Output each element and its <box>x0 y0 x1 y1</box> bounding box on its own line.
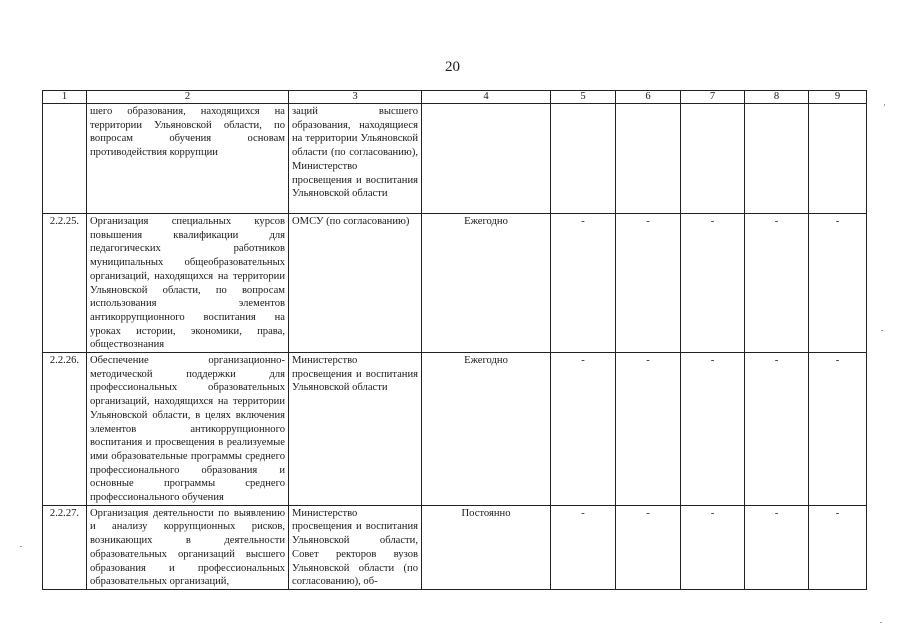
value-cell-5: - <box>551 505 616 589</box>
value-cell-7: - <box>681 353 745 506</box>
value-cell-6: - <box>616 505 681 589</box>
header-col-1: 1 <box>43 91 87 104</box>
event-cell: Организация специальных курсов повышения квалификации для педагогических работников муниципальных общеобразовательных организаций, находящихся на территории Ульяновской области, по вопросам использования элементов антикоррупционного воспитания на уроках истории, экономики, права, обществознания <box>87 214 289 353</box>
period-cell <box>422 104 551 214</box>
event-cell: шего образования, находящихся на территории Ульяновской области, по вопросам обучения основам противодействия коррупции <box>87 104 289 214</box>
table-row <box>43 353 867 506</box>
value-cell-5 <box>551 104 616 214</box>
value-cell-7: - <box>681 214 745 353</box>
row-number: 2.2.25. <box>43 214 87 353</box>
period-cell: Ежегодно <box>422 214 551 353</box>
event-cell: Обеспечение организационно-методической поддержки для профессиональных образовательных организаций, находящихся на территории Ульяновской области, в целях включения элементов антикоррупционного воспитания и просвещения в реализуемые ими образовательные программы среднего профессионального образования и основные программы среднего профессионального обучения <box>87 353 289 506</box>
header-col-4: 4 <box>422 91 551 104</box>
event-cell: Организация деятельности по выявлению и анализу коррупционных рисков, возникающих в деятельности образовательных организаций высшего образования и профессиональных образовательных организаций, <box>87 505 289 589</box>
scan-speck <box>881 330 883 331</box>
executor-cell: ОМСУ (по согласованию) <box>289 214 422 353</box>
row-number <box>43 104 87 214</box>
plan-table <box>42 90 867 590</box>
value-cell-7: - <box>681 505 745 589</box>
value-cell-9: - <box>809 505 867 589</box>
value-cell-9: - <box>809 214 867 353</box>
period-cell: Постоянно <box>422 505 551 589</box>
header-col-3: 3 <box>289 91 422 104</box>
value-cell-8 <box>745 104 809 214</box>
page-number: 20 <box>445 59 460 75</box>
value-cell-9: - <box>809 353 867 506</box>
value-cell-9 <box>809 104 867 214</box>
scan-speck <box>20 546 22 547</box>
row-number: 2.2.27. <box>43 505 87 589</box>
value-cell-8: - <box>745 214 809 353</box>
table-row <box>43 104 867 214</box>
value-cell-7 <box>681 104 745 214</box>
executor-cell: Министерство просвещения и воспитания Ульяновской области <box>289 353 422 506</box>
scan-speck <box>880 622 882 623</box>
value-cell-6: - <box>616 214 681 353</box>
header-row <box>43 91 867 104</box>
value-cell-6 <box>616 104 681 214</box>
scan-speck <box>884 104 885 106</box>
row-number: 2.2.26. <box>43 353 87 506</box>
header-col-5: 5 <box>551 91 616 104</box>
table-row <box>43 214 867 353</box>
executor-cell: Министерство просвещения и воспитания Ульяновской области, Совет ректоров вузов Ульяновской области (по согласованию), об- <box>289 505 422 589</box>
value-cell-8: - <box>745 505 809 589</box>
table-row <box>43 505 867 589</box>
value-cell-5: - <box>551 214 616 353</box>
executor-cell: заций высшего образования, находящиеся на территории Ульяновской области (по согласованию), Министерство просвещения и воспитания Ульяновской области <box>289 104 422 214</box>
header-col-9: 9 <box>809 91 867 104</box>
value-cell-8: - <box>745 353 809 506</box>
header-col-6: 6 <box>616 91 681 104</box>
header-col-8: 8 <box>745 91 809 104</box>
period-cell: Ежегодно <box>422 353 551 506</box>
value-cell-6: - <box>616 353 681 506</box>
header-col-7: 7 <box>681 91 745 104</box>
header-col-2: 2 <box>87 91 289 104</box>
value-cell-5: - <box>551 353 616 506</box>
